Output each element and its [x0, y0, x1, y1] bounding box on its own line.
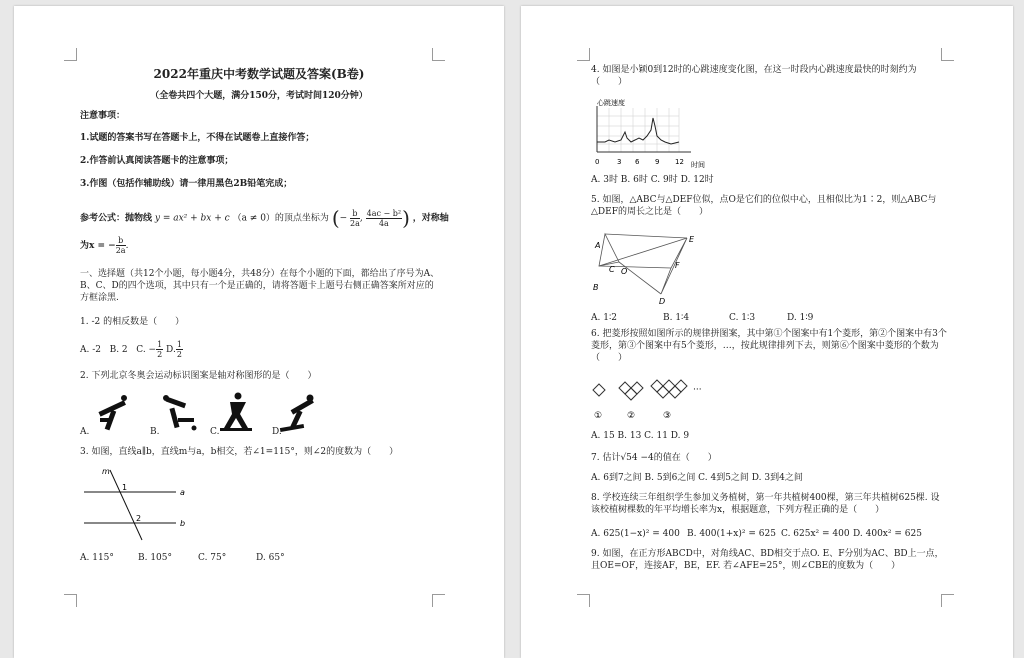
q7-options: A. 6到7之间 B. 5到6之间 C. 4到5之间 D. 3到4之间 — [591, 473, 803, 483]
label-m: m — [102, 467, 110, 476]
axis-den: 2a — [115, 246, 126, 255]
label-e: E — [689, 235, 695, 244]
pattern-2 — [619, 382, 643, 400]
axis-formula: 为x = − $\frac{b}{2a}$ . — [80, 236, 129, 255]
pattern-ellipsis: ··· — [693, 385, 702, 395]
q8-text: 8. 学校连续三年组织学生参加义务植树，第一年共植树400棵，第三年共植树625棵. 设该校植树棵数的年平均增长率为x，根据题意，下列方程正确的是（ ） — [591, 493, 940, 515]
chart-xlabel: 时间 — [691, 161, 705, 169]
label-d: D — [659, 297, 666, 306]
section1-intro: 一、选择题（共12个小题，每小题4分，共48分）在每个小题的下面，都给出了序号为A、B、C、D的四个选项，其中只有一个是正确的，请将答题卡上题号右侧正确答案所对应的方框涂黑. — [80, 269, 440, 303]
formula-axis-label: ，对称轴 — [412, 213, 449, 224]
pictogram-c — [220, 393, 252, 432]
q4-heart-rate-chart — [591, 96, 711, 170]
axis-prefix: 为x = − — [80, 241, 116, 251]
q2-text: 2. 下列北京冬奥会运动标识图案是轴对称图形的是（ ） — [80, 371, 317, 381]
heart-rate-line — [597, 118, 679, 144]
crop-mark — [64, 594, 77, 607]
chart-grid — [597, 108, 679, 152]
q6-options: A. 15 B. 13 C. 11 D. 9 — [591, 431, 690, 441]
q4-text: 4. 如图是小颖0到12时的心跳速度变化图，在这一时段内心跳速度最快的时刻约为（ ） — [591, 65, 917, 87]
notice-heading: 注意事项： — [80, 111, 126, 121]
label-o: O — [621, 267, 628, 276]
crop-mark — [577, 48, 590, 61]
vertex-y-num: 4ac − b² — [366, 208, 402, 218]
vertex-x-num: b — [350, 209, 360, 219]
crop-mark — [432, 594, 445, 607]
tick-12: 12 — [675, 158, 684, 166]
q1-option-b: B. 2 — [109, 345, 128, 355]
formula-prefix: 参考公式：抛物线 — [80, 213, 153, 224]
q1-option-c: C. − — [136, 345, 157, 355]
q1-text: 1. -2 的相反数是（ ） — [80, 317, 185, 327]
reference-formula: 参考公式：抛物线 y = ax² + bx + c （a ≠ 0）的顶点坐标为 (− $\frac{b}{2a}$ , $\frac{\text{4ac − b²}}{4a}$ ) ，对称轴 — [80, 206, 449, 230]
formula-cond: （a ≠ 0）的顶点坐标为 — [232, 213, 329, 224]
pattern-label-1: ① — [594, 411, 603, 421]
pictogram-d — [280, 395, 314, 433]
pattern-3 — [651, 380, 687, 398]
vertex-x-den: 2a — [350, 218, 360, 228]
crop-mark — [64, 48, 77, 61]
q1-options: A. -2 B. 2 C. − $\frac{1}{2}$ D. $\frac{1}{2}$ — [80, 340, 182, 359]
label-angle-2: 2 — [136, 514, 142, 523]
crop-mark — [941, 594, 954, 607]
document-page-left: 2022年重庆中考数学试题及答案(B卷) （全卷共四个大题，满分150分，考试时间120分钟） 注意事项： 1.试题的答案书写在答题卡上，不得在试题卷上直接作答； 2.作答前认真阅读答题卡的注意事项； 3.作图（包括作辅助线）请一律用黑色2B铅笔完成； 参考公式：抛物线 y = ax² + bx + c （a ≠ 0）的顶点坐标为 (− $\frac{b}{2a}$ , $\frac{\text{4ac − b²}}{4a}$ ) ，对称轴 为x = − $\frac{b}{2a}$ . 一、选择题（共12个小题，每小题4分，共48分）在每个小题的下面，都给出了序号为A、B、C、D的四个选项，其中只有一个是正确的，请将答题卡上题号右侧正确答案所对应的方框涂黑. 1. -2 的相反数是（ ） A. -2 B. 2 C. − $\frac{1}{2}$ D. $\frac{1}{2}$ 2. 下列北京冬奥会运动标识图案是轴对称图形的是（ ） A. B. C. D. 3. 如图，直线a∥b，直线m与a，b相交，若∠1=115°，则∠2的度数为（ ） m a b 1 2 A. 115° B. 105° C. 75° D. 65° — [14, 6, 504, 658]
q9-text: 9. 如图，在正方形ABCD中，对角线AC、BD相交于点O. E、F分别为AC、BD上一点，且OE=OF，连接AF，BE，EF. 若∠AFE=25°，则∠CBE的度数为（ ） — [591, 549, 944, 571]
pattern-1 — [593, 384, 605, 396]
axis-num: b — [116, 236, 126, 246]
q4-options: A. 3时 B. 6时 C. 9时 D. 12时 — [591, 175, 714, 185]
label-c: C — [609, 265, 615, 274]
label-a: A — [595, 241, 601, 250]
pattern-label-2: ② — [627, 411, 636, 421]
label-b: B — [593, 283, 599, 292]
pictogram-b — [163, 395, 197, 431]
pictogram-a — [98, 395, 127, 430]
crop-mark — [432, 48, 445, 61]
q3-parallel-lines-diagram — [80, 462, 190, 542]
q6-text: 6. 把菱形按照如图所示的规律拼图案，其中第①个图案中有1个菱形，第②个图案中有3个菱形，第③个图案中有5个菱形，…，按此规律排列下去，则第⑥个图案中菱形的个数为（ ） — [591, 329, 947, 363]
label-f: F — [675, 261, 680, 270]
tick-9: 9 — [655, 158, 660, 166]
q1-option-d: D. — [166, 345, 176, 355]
line-m — [110, 470, 142, 540]
chart-ylabel: 心跳速度 — [597, 99, 625, 107]
q5-homothety-diagram — [591, 228, 711, 308]
notice-item-1: 1.试题的答案书写在答题卡上，不得在试题卷上直接作答； — [80, 133, 315, 143]
q7-text: 7. 估计√54 −4的值在（ ） — [591, 453, 717, 463]
label-b: b — [180, 519, 186, 528]
q3-text: 3. 如图，直线a∥b，直线m与a，b相交，若∠1=115°，则∠2的度数为（ ） — [80, 447, 399, 457]
triangle-def — [661, 238, 687, 294]
q5-text: 5. 如图，△ABC与△DEF位似，点O是它们的位似中心，且相似比为1∶2，则△ABC与△DEF的周长之比是（ ） — [591, 195, 937, 217]
crop-mark — [941, 48, 954, 61]
tick-6: 6 — [635, 158, 640, 166]
tick-3: 3 — [617, 158, 622, 166]
label-angle-1: 1 — [122, 483, 128, 492]
label-a: a — [180, 488, 185, 497]
q6-rhombus-pattern — [591, 378, 731, 426]
vertex-y-den: 4a — [378, 218, 389, 228]
pattern-label-3: ③ — [663, 411, 672, 421]
formula-expr: y = ax² + bx + c — [154, 213, 230, 224]
tick-0: 0 — [595, 158, 600, 166]
document-title: 2022年重庆中考数学试题及答案(B卷) — [153, 67, 365, 81]
triangle-abc — [599, 234, 619, 266]
notice-item-2: 2.作答前认真阅读答题卡的注意事项； — [80, 156, 234, 166]
q1-option-a: A. -2 — [80, 345, 101, 355]
document-page-right: 4. 如图是小颖0到12时的心跳速度变化图，在这一时段内心跳速度最快的时刻约为（ ） 心跳速度 时间 0 3 6 9 12 A. 3时 B. 6时 C. 9时 D. 12时 5. 如图，△ABC与△DEF位似，点O是它们的位似中心，且相似比为1∶2，则△ABC与△DEF的周长之比是（ ） A B C O D E F A. 1∶2 B. 1∶4 C. 1∶3 D. 1∶9 6. 把菱形按照如图所示的规律拼图案，其中第①个图案中有1个菱形，第②个图案中有3个菱形，第③个图案中有5个菱形，…，按此规律排列下去，则第⑥个图案中菱形的个数为（ ） ··· ① ② ③ A. 15 B. 13 C. 11 D. 9 7. 估计√54 −4的值在（ ） A. 6到7之间 B. 5到6之间 C. 4到5之间 D. 3到4之间 8. 学校连续三年组织学生参加义务植树，第一年共植树400棵，第三年共植树625棵. 设该校植树棵数的年平均增长率为x，根据题意，下列方程正确的是（ ） A. 625(1−x)² = 400 B. 400(1+x)² = 625 C. 625x² = 400 D. 400x² = 625 9. 如图，在正方形ABCD中，对角线AC、BD相交于点O. E、F分别为AC、BD上一点，且OE=OF，连接AF，BE，EF. 若∠AFE=25°，则∠CBE的度数为（ ） — [521, 6, 1013, 658]
crop-mark — [577, 594, 590, 607]
notice-item-3: 3.作图（包括作辅助线）请一律用黑色2B铅笔完成； — [80, 179, 293, 189]
document-subtitle: （全卷共四个大题，满分150分，考试时间120分钟） — [150, 91, 368, 101]
